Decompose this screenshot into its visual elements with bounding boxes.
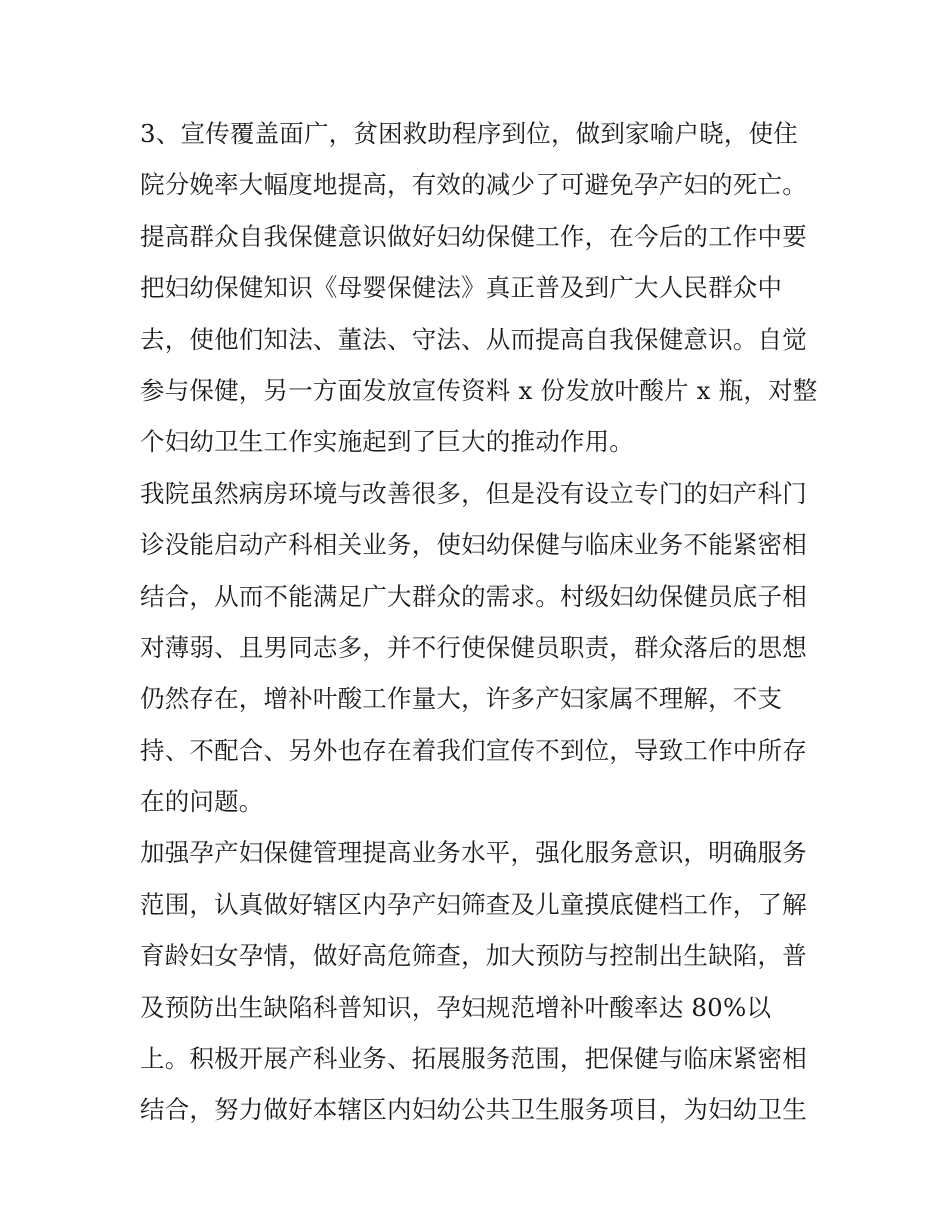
text-line: 持、不配合、另外也存在着我们宣传不到位，导致工作中所存 (140, 735, 807, 765)
text-line: 院分娩率大幅度地提高，有效的减少了可避免孕产妇的死亡。 (140, 170, 807, 200)
text-line: 3、宣传覆盖面广，贫困救助程序到位，做到家喻户晓，使住 (140, 119, 798, 148)
text-line: 育龄妇女孕情，做好高危筛查，加大预防与控制出生缺陷，普 (140, 941, 807, 971)
text-line: 对薄弱、且男同志多，并不行使保健员职责，群众落后的思想 (140, 632, 807, 662)
text-line: 我院虽然病房环境与改善很多，但是没有设立专门的妇产科门 (140, 478, 807, 508)
text-line: 上。积极开展产科业务、拓展服务范围，把保健与临床紧密相 (140, 1044, 807, 1074)
text-line: 参与保健，另一方面发放宣传资料 x 份发放叶酸片 x 瓶，对整 (140, 375, 818, 405)
text-line: 仍然存在，增补叶酸工作量大，许多产妇家属不理解，不支 (140, 684, 783, 714)
body-text (140, 108, 820, 1136)
text-line: 诊没能启动产科相关业务，使妇幼保健与临床业务不能紧密相 (140, 530, 807, 560)
text-line: 加强孕产妇保健管理提高业务水平，强化服务意识，明确服务 (140, 838, 807, 868)
text-line: 提高群众自我保健意识做好妇幼保健工作，在今后的工作中要 (140, 221, 807, 251)
text-line: 在的问题。 (140, 787, 264, 817)
text-line: 去，使他们知法、董法、守法、从而提高自我保健意识。自觉 (140, 324, 807, 354)
text-line: 结合，从而不能满足广大群众的需求。村级妇幼保健员底子相 (140, 581, 807, 611)
text-line: 结合，努力做好本辖区内妇幼公共卫生服务项目，为妇幼卫生 (140, 1095, 807, 1125)
text-line: 及预防出生缺陷科普知识，孕妇规范增补叶酸率达 80%以 (140, 992, 772, 1022)
text-line: 个妇幼卫生工作实施起到了巨大的推动作用。 (140, 427, 634, 457)
text-line: 范围，认真做好辖区内孕产妇筛查及儿童摸底健档工作，了解 (140, 889, 807, 919)
text-line: 把妇幼保健知识《母婴保健法》真正普及到广大人民群众中 (140, 273, 783, 303)
